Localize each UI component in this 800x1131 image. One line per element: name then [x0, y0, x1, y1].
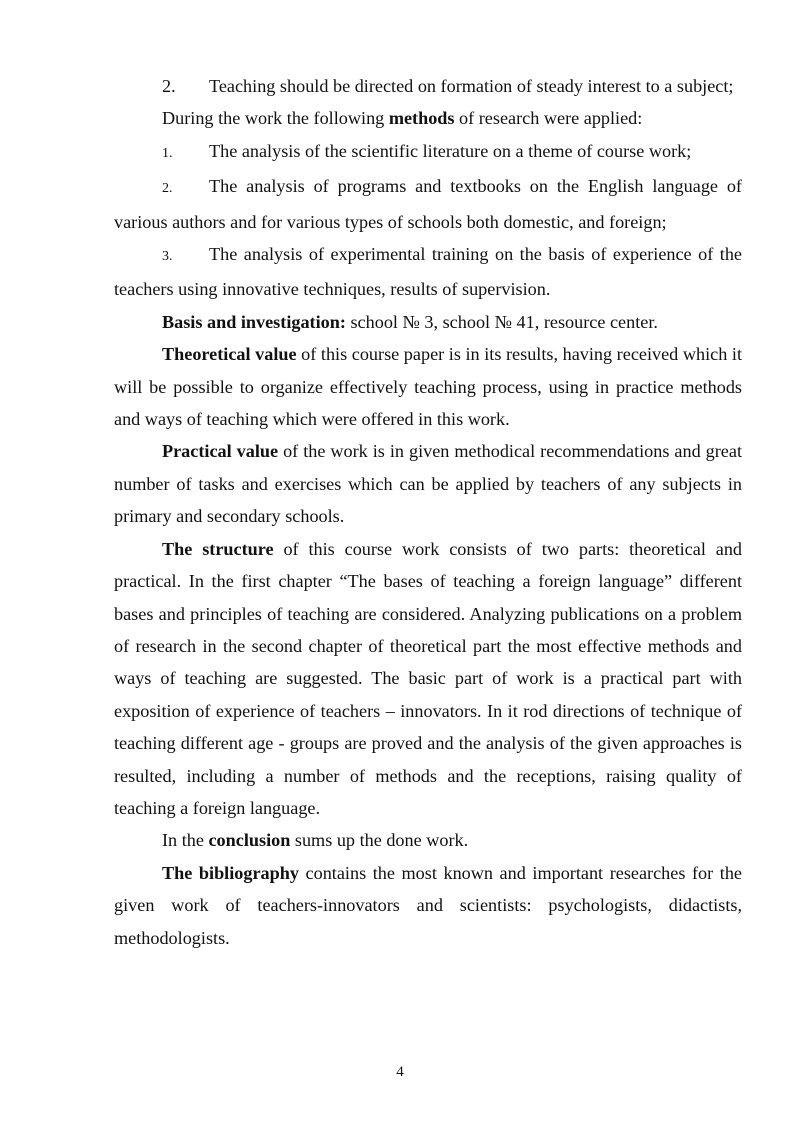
list-item-text: The analysis of programs and textbooks on the English language of various authors and for various types of schools both domestic, and foreign;: [114, 176, 742, 232]
basis-text: school № 3, school № 41, resource center.: [345, 311, 658, 332]
methods-intro-text-end: of research were applied:: [454, 108, 643, 129]
theoretical-value-heading: Theoretical value: [162, 344, 297, 365]
structure-text: of this course work consists of two parts: theoretical and practical. In the first chapter “The bases of teaching a foreign language” different bases and principles of teaching are considered. Analyzing publications on a problem of research in the second chapter of theoretical part the most effective methods and ways of teaching are suggested. The basic part of work is a practical part with exposition of experience of teachers – innovators. In it rod directions of technique of teaching different age - groups are proved and the analysis of the given approaches is resulted, including a number of methods and the receptions, raising quality of teaching a foreign language.: [114, 538, 743, 818]
conclusion-text-start: In the: [162, 830, 209, 851]
conclusion-paragraph: [114, 824, 742, 856]
practical-value-paragraph: [114, 435, 742, 532]
conclusion-heading: conclusion: [208, 830, 291, 851]
method-item-2: [114, 170, 742, 238]
theoretical-value-paragraph: [114, 338, 742, 435]
method-item-3: [114, 238, 742, 306]
methods-heading: methods: [388, 108, 455, 129]
methods-intro-text: During the work the following: [162, 108, 389, 129]
theoretical-value-text: of this course paper is in its results, having received which it will be possible to organize effectively teaching process, using in practice methods and ways of teaching which were offered in this work.: [114, 344, 742, 430]
list-item-text: Teaching should be directed on formation of steady interest to a subject;: [209, 76, 734, 96]
list-number: 3.: [162, 249, 173, 265]
bibliography-text: contains the most known and important researches for the given work of teachers-innovators and scientists: psychologists, didactists, methodologists.: [114, 862, 742, 948]
list-item-text: The analysis of experimental training on the basis of experience of the teachers using innovative techniques, results of supervision.: [114, 244, 742, 300]
list-number: 2.: [162, 181, 173, 197]
bibliography-paragraph: [114, 857, 742, 954]
method-item-1: [114, 135, 742, 170]
document-page: [114, 70, 742, 954]
bibliography-heading: The bibliography: [162, 862, 299, 883]
list-item-text: The analysis of the scientific literature on a theme of course work;: [209, 140, 692, 161]
structure-paragraph: [114, 533, 742, 825]
methods-intro-paragraph: [114, 102, 742, 134]
practical-value-text: of the work is in given methodical recommendations and great number of tasks and exercises which can be applied by teachers of any subjects in primary and secondary schools.: [114, 441, 743, 527]
basis-paragraph: [114, 306, 742, 338]
structure-heading: The structure: [162, 538, 274, 559]
list-number: 2.: [162, 76, 176, 96]
list-number: 1.: [162, 145, 173, 161]
basis-heading: Basis and investigation:: [162, 311, 346, 332]
page-number: 4: [396, 1064, 404, 1080]
practical-value-heading: Practical value: [162, 441, 279, 462]
goal-item-2: [114, 70, 742, 102]
conclusion-text-end: sums up the done work.: [290, 830, 469, 851]
